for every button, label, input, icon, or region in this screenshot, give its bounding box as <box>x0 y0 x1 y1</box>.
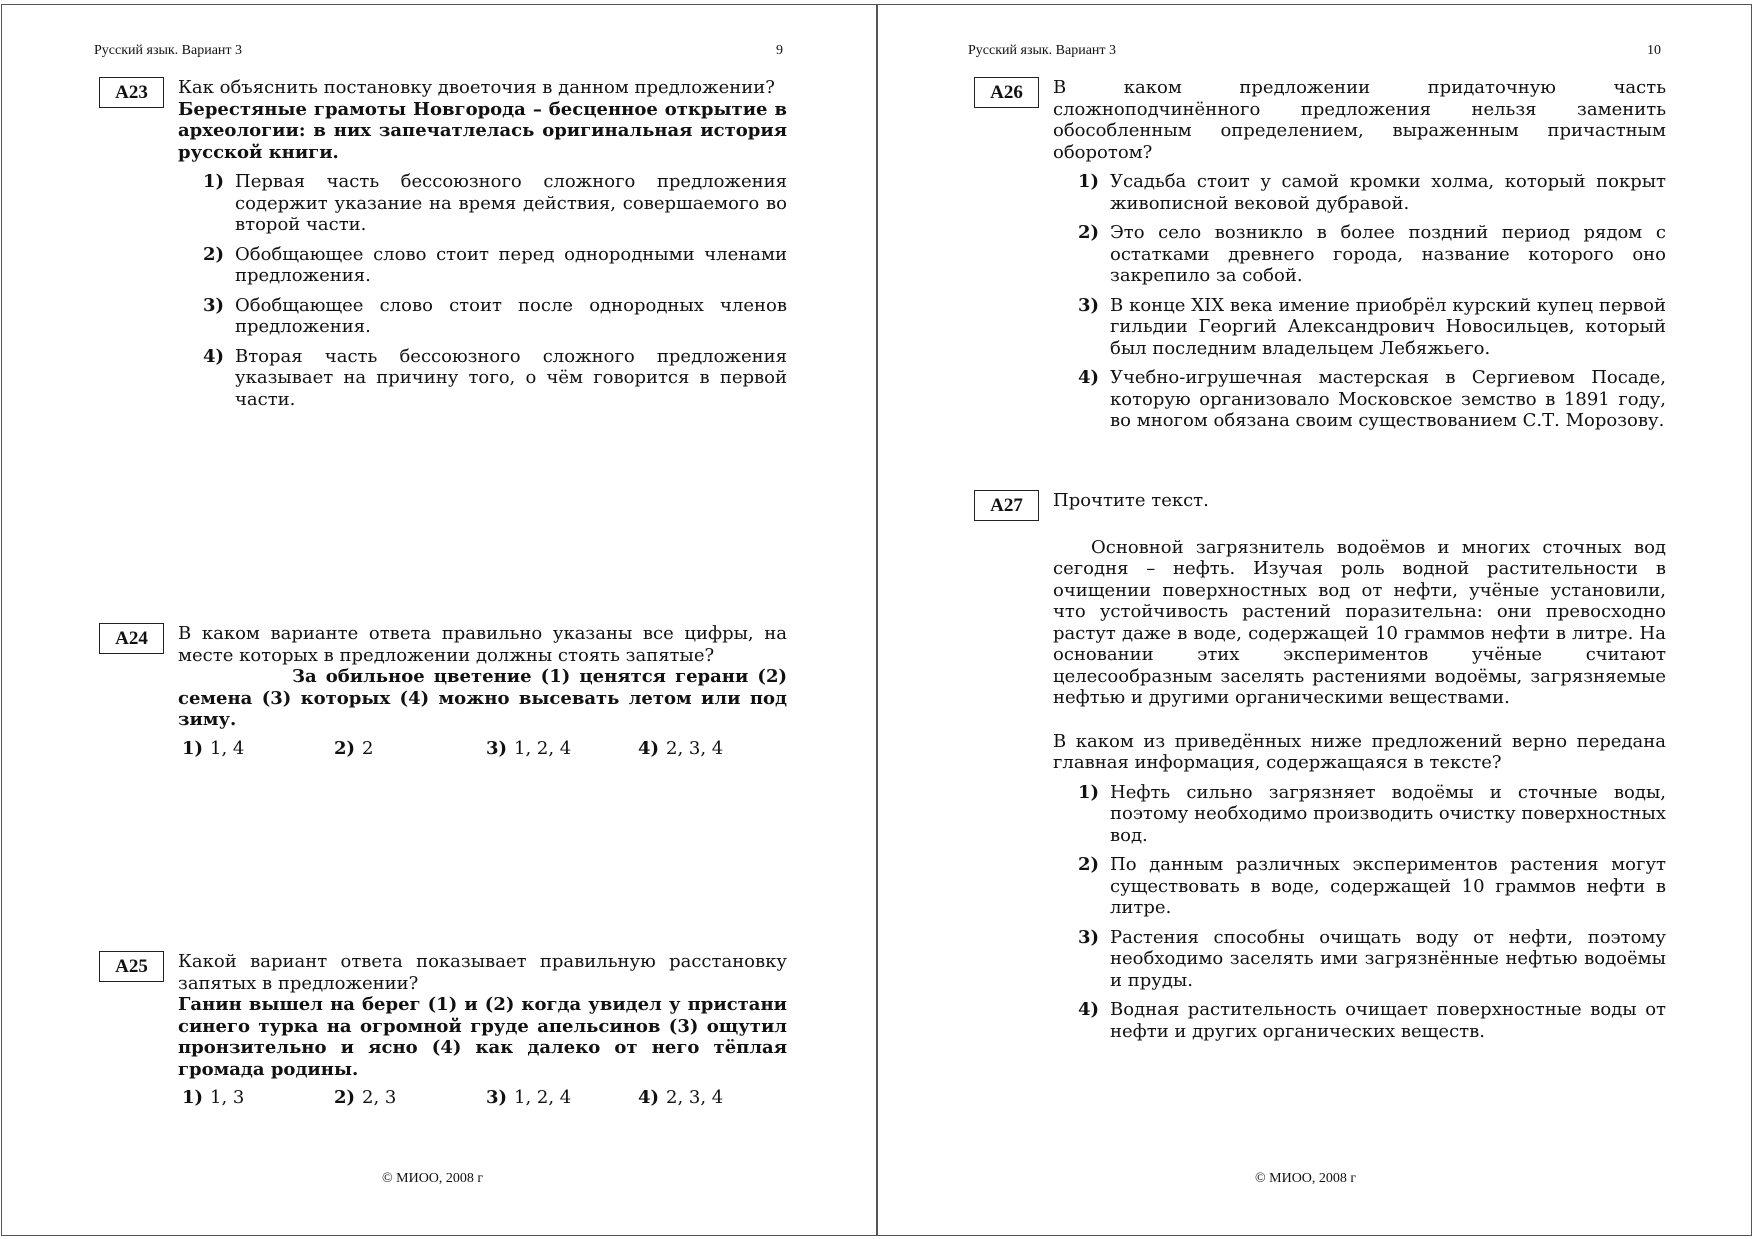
question-text: Как объяснить постановку двоеточия в данном предложении? <box>178 77 775 98</box>
option-number: 2) <box>333 1087 355 1108</box>
option-number: 1) <box>1077 781 1099 803</box>
answer-options <box>1053 171 1666 432</box>
page-number: 9 <box>776 43 783 58</box>
option-text: Растения способны очищать воду от нефти, поэтому необходимо заселять ими загрязнённые нефтью водоёмы и пруды. <box>1110 926 1666 991</box>
task-code: А27 <box>974 490 1039 521</box>
answer-option[interactable] <box>178 738 330 760</box>
option-text: Учебно-игрушечная мастерская в Сергиевом Посаде, которую организовало Московское земство в 1891 году, во многом обязана своим существованием С.Т. Морозову. <box>1110 367 1666 431</box>
option-text: Водная растительность очищает поверхностные воды от нефти и других органических веществ. <box>1110 999 1666 1042</box>
option-number: 1) <box>202 171 224 192</box>
running-header-title: Русский язык. Вариант 3 <box>968 43 1117 58</box>
option-number: 3) <box>202 294 224 316</box>
footer-copyright: © МИОО, 2008 г <box>382 1171 484 1186</box>
option-number: 3) <box>1077 926 1099 948</box>
answer-options <box>178 1087 787 1109</box>
answer-option[interactable] <box>330 1087 482 1109</box>
question-text: В каком варианте ответа правильно указаны все цифры, на месте которых в предложении должны стоять запятые? <box>178 623 787 666</box>
right-page <box>877 4 1752 1236</box>
answer-option[interactable] <box>178 295 787 338</box>
task-sentence: Берестяные грамоты Новгорода – бесценное открытие в археологии: в них запечатлелась оригинальная история русской книги. <box>178 98 787 163</box>
left-page <box>1 4 877 1236</box>
option-text: 2, 3 <box>362 1087 397 1108</box>
answer-option[interactable] <box>178 1087 330 1109</box>
option-text: 2 <box>362 737 374 759</box>
option-number: 1) <box>181 1087 203 1108</box>
task-code: А25 <box>99 951 164 982</box>
option-number: 3) <box>485 737 507 759</box>
option-number: 2) <box>202 243 224 265</box>
answer-option[interactable] <box>634 1087 786 1109</box>
option-number: 3) <box>485 1087 507 1108</box>
question-text: Какой вариант ответа показывает правильную расстановку запятых в предложении? <box>178 951 787 994</box>
question-text: В каком предложении придаточную часть сложноподчинённого предложения нельзя заменить обособленным определением, выраженным причастным оборотом? <box>1053 77 1666 163</box>
option-number: 2) <box>333 737 355 759</box>
option-text: Вторая часть бессоюзного сложного предложения указывает на причину того, о чём говорится в первой части. <box>235 345 787 410</box>
reading-text: Основной загрязнитель водоёмов и многих сточных вод сегодня – нефть. Изучая роль водной растительности в очищении поверхностных вод от нефти, учёные установили, что устойчивость растений поразительна: они превосходно растут даже в воде, содержащей 10 граммов нефти в литре. На основании этих экспериментов учёные считают целесообразным заселять растениями водоёмы, загрязняемые нефтью и другими органическими веществами. <box>1053 536 1666 708</box>
option-number: 4) <box>1077 367 1099 388</box>
option-number: 1) <box>181 737 203 759</box>
task-sentence: Ганин вышел на берег (1) и (2) когда увидел у пристани синего турка на огромной груде апельсинов (3) ощутил пронзительно и ясно (4) как далеко от него тёплая громада родины. <box>178 994 787 1080</box>
option-text: 1, 2, 4 <box>514 1087 572 1108</box>
option-number: 4) <box>1077 999 1099 1020</box>
option-text: 2, 3, 4 <box>666 737 724 759</box>
answer-options <box>178 171 787 410</box>
answer-option[interactable] <box>330 738 482 760</box>
task-code: А26 <box>974 77 1039 108</box>
answer-option[interactable] <box>1053 222 1666 287</box>
footer-copyright: © МИОО, 2008 г <box>1255 1171 1357 1186</box>
answer-option[interactable] <box>1053 927 1666 992</box>
answer-option[interactable] <box>482 1087 634 1109</box>
task-sentence: За обильное цветение (1) ценятся герани (2) семена (3) которых (4) можно высевать летом или под зиму. <box>178 666 787 730</box>
option-text: 2, 3, 4 <box>666 1087 724 1108</box>
option-number: 2) <box>1077 854 1099 875</box>
answer-options <box>1053 782 1666 1043</box>
option-text: Обобщающее слово стоит перед однородными членами предложения. <box>235 243 787 286</box>
option-number: 4) <box>202 345 224 367</box>
task-code: А24 <box>99 623 164 654</box>
answer-option[interactable] <box>634 738 786 760</box>
question-text-2: В каком из приведённых ниже предложений верно передана главная информация, содержащаяся в тексте? <box>1053 730 1666 773</box>
option-text: По данным различных экспериментов растения могут существовать в воде, содержащей 10 граммов нефти в литре. <box>1110 854 1666 918</box>
option-number: 4) <box>637 737 659 759</box>
answer-option[interactable] <box>1053 999 1666 1042</box>
option-text: В конце XIX века имение приобрёл курский купец первой гильдии Георгий Александрович Новосильцев, который был последним владельцем Лебяжьего. <box>1110 294 1666 359</box>
answer-option[interactable] <box>1053 367 1666 432</box>
option-number: 4) <box>637 1087 659 1108</box>
option-text: Нефть сильно загрязняет водоёмы и сточные воды, поэтому необходимо производить очистку поверхностных вод. <box>1110 781 1666 846</box>
answer-option[interactable] <box>178 244 787 287</box>
option-text: 1, 3 <box>210 1087 245 1108</box>
answer-option[interactable] <box>1053 171 1666 214</box>
task-code: А23 <box>99 77 164 108</box>
question-text: Прочтите текст. <box>1053 490 1209 511</box>
answer-option[interactable] <box>1053 295 1666 360</box>
option-number: 2) <box>1077 222 1099 243</box>
answer-options <box>178 738 787 760</box>
page-number: 10 <box>1647 43 1661 58</box>
answer-option[interactable] <box>178 171 787 236</box>
option-number: 1) <box>1077 171 1099 192</box>
running-header-title: Русский язык. Вариант 3 <box>94 43 243 58</box>
answer-option[interactable] <box>178 346 787 411</box>
answer-option[interactable] <box>482 738 634 760</box>
option-text: Обобщающее слово стоит после однородных членов предложения. <box>235 294 787 337</box>
option-number: 3) <box>1077 294 1099 316</box>
option-text: Первая часть бессоюзного сложного предложения содержит указание на время действия, совершаемого во второй части. <box>235 171 787 235</box>
option-text: 1, 2, 4 <box>514 737 572 759</box>
answer-option[interactable] <box>1053 782 1666 847</box>
option-text: 1, 4 <box>210 737 245 759</box>
answer-option[interactable] <box>1053 854 1666 919</box>
option-text: Это село возникло в более поздний период рядом с остатками древнего города, название которого оно закрепило за собой. <box>1110 222 1666 286</box>
option-text: Усадьба стоит у самой кромки холма, который покрыт живописной вековой дубравой. <box>1110 171 1666 214</box>
